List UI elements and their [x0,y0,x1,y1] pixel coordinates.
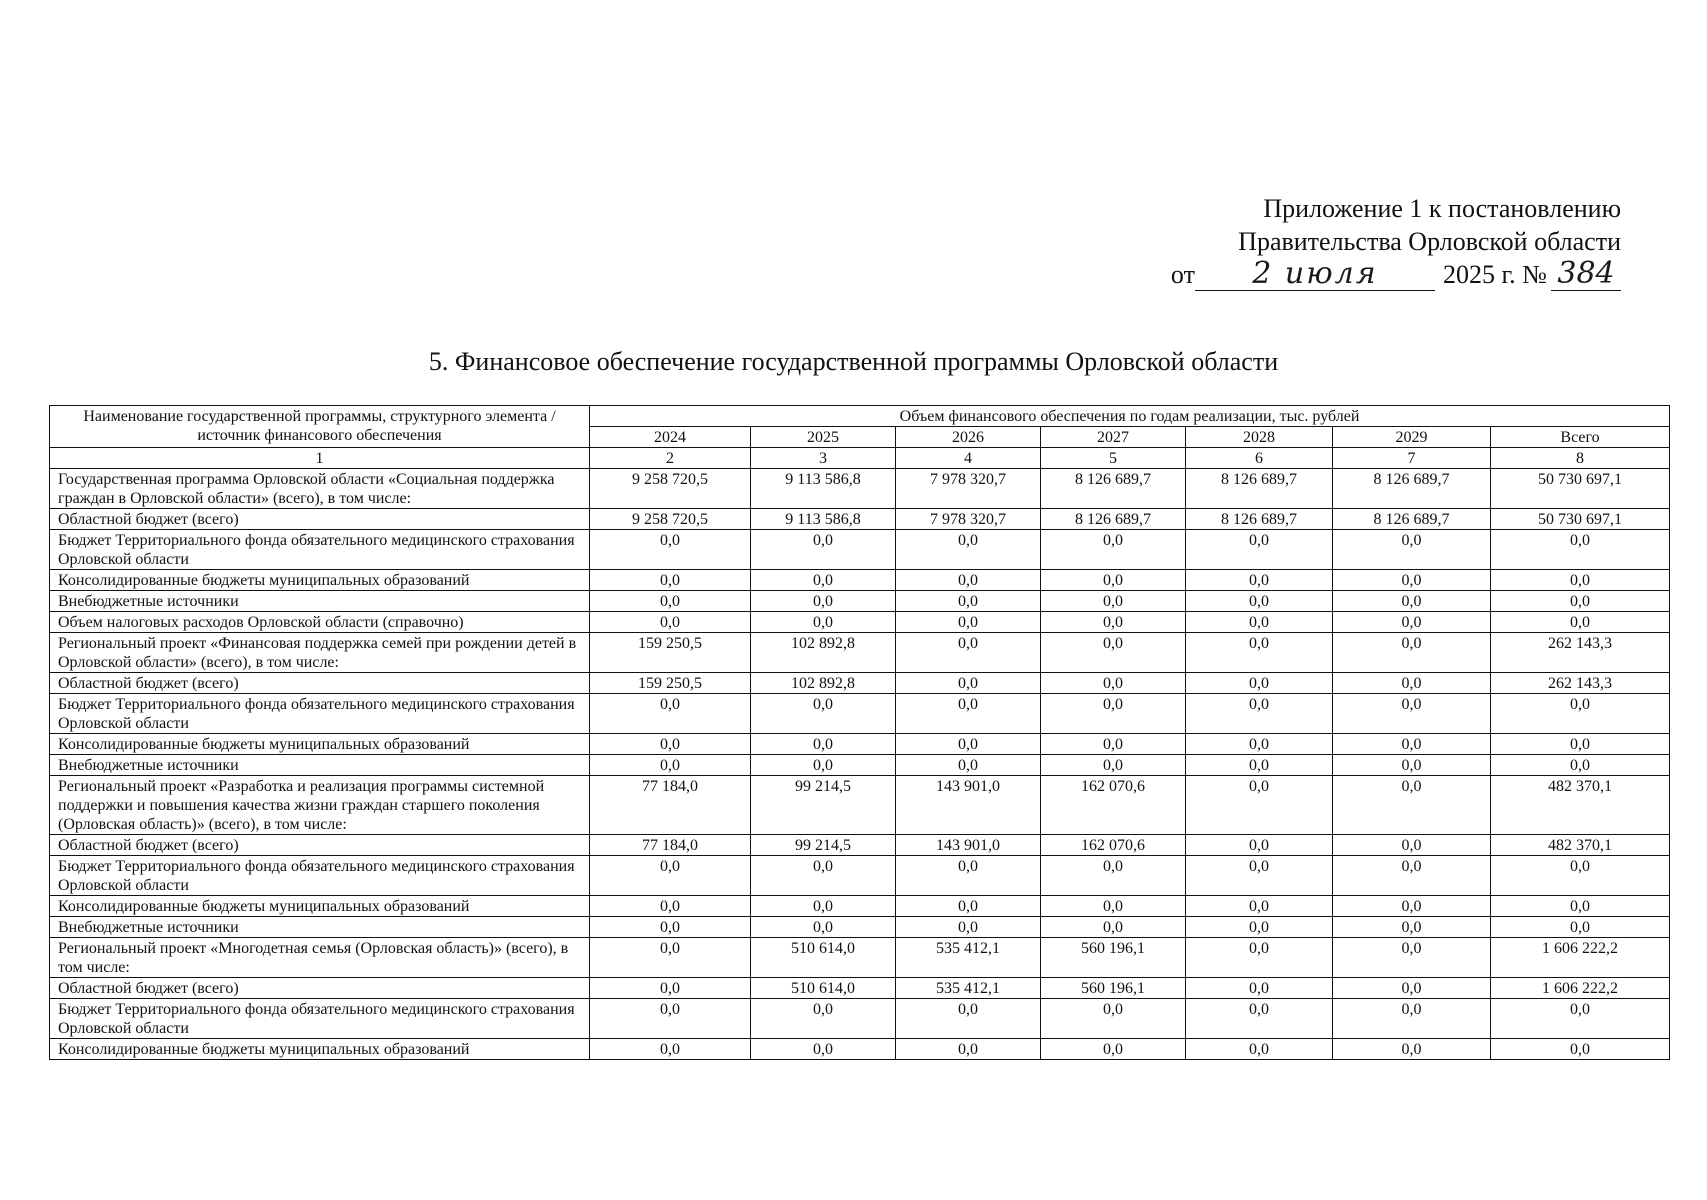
row-name: Областной бюджет (всего) [50,835,590,856]
row-name: Консолидированные бюджеты муниципальных образований [50,734,590,755]
row-value: 9 113 586,8 [751,509,896,530]
row-value: 8 126 689,7 [1186,469,1333,509]
row-value: 9 258 720,5 [590,509,751,530]
row-value: 0,0 [1186,835,1333,856]
row-value: 0,0 [751,1039,896,1060]
row-value: 0,0 [1491,856,1670,896]
row-value: 99 214,5 [751,835,896,856]
table-row [50,509,1670,530]
row-value: 0,0 [1186,673,1333,694]
row-value: 0,0 [896,1039,1041,1060]
row-value: 0,0 [1491,734,1670,755]
row-value: 159 250,5 [590,633,751,673]
year-text: 2025 г. № [1442,260,1547,289]
row-value: 159 250,5 [590,673,751,694]
row-value: 0,0 [751,530,896,570]
row-value: 0,0 [1333,917,1491,938]
year-header: 2024 [590,427,751,448]
table-row [50,530,1670,570]
row-value: 8 126 689,7 [1333,469,1491,509]
row-value: 102 892,8 [751,633,896,673]
row-value: 0,0 [896,530,1041,570]
row-value: 0,0 [751,734,896,755]
row-value: 0,0 [1186,570,1333,591]
document-title: 5. Финансовое обеспечение государственной программы Орловской области [428,347,1279,376]
column-number: 6 [1186,448,1333,469]
row-value: 482 370,1 [1491,776,1670,835]
row-value: 0,0 [1041,694,1186,734]
row-value: 0,0 [896,896,1041,917]
row-value: 0,0 [1333,978,1491,999]
row-value: 162 070,6 [1041,776,1186,835]
row-value: 0,0 [1491,570,1670,591]
row-name: Региональный проект «Разработка и реализация программы системной поддержки и повышения качества жизни граждан старшего поколения (Орловская область)» (всего), в том числе: [50,776,590,835]
table-row [50,999,1670,1039]
row-value: 0,0 [1041,570,1186,591]
row-value: 0,0 [1491,1039,1670,1060]
row-value: 7 978 320,7 [896,469,1041,509]
row-value: 0,0 [1333,776,1491,835]
row-value: 510 614,0 [751,938,896,978]
row-value: 0,0 [590,570,751,591]
row-value: 0,0 [1491,917,1670,938]
row-value: 0,0 [1041,755,1186,776]
handwritten-date: 2 июля [1195,259,1435,291]
row-value: 162 070,6 [1041,835,1186,856]
column-number: 8 [1491,448,1670,469]
row-value: 0,0 [1491,591,1670,612]
row-value: 560 196,1 [1041,938,1186,978]
row-value: 0,0 [1333,856,1491,896]
row-value: 0,0 [1491,612,1670,633]
table-row [50,633,1670,673]
row-value: 0,0 [1041,612,1186,633]
row-value: 77 184,0 [590,776,751,835]
row-value: 143 901,0 [896,776,1041,835]
row-name: Внебюджетные источники [50,591,590,612]
row-value: 0,0 [1041,856,1186,896]
row-value: 0,0 [896,734,1041,755]
table-row [50,734,1670,755]
row-value: 0,0 [590,938,751,978]
row-value: 0,0 [751,999,896,1039]
date-prefix: от [1170,260,1195,289]
row-value: 8 126 689,7 [1333,509,1491,530]
year-header: Всего [1491,427,1670,448]
table-row [50,570,1670,591]
row-value: 0,0 [590,1039,751,1060]
table-body [50,469,1670,1060]
col-name-header: Наименование государственной программы, структурного элемента / источник финансового обеспечения [50,406,590,448]
table-row [50,835,1670,856]
row-value: 0,0 [590,530,751,570]
row-value: 0,0 [590,978,751,999]
row-value: 0,0 [1186,734,1333,755]
column-number: 4 [896,448,1041,469]
row-value: 0,0 [1491,530,1670,570]
table-row [50,591,1670,612]
row-value: 0,0 [751,917,896,938]
row-value: 7 978 320,7 [896,509,1041,530]
row-value: 0,0 [1333,612,1491,633]
row-value: 0,0 [590,734,751,755]
row-value: 0,0 [1333,999,1491,1039]
row-value: 0,0 [896,694,1041,734]
row-value: 0,0 [590,612,751,633]
row-value: 0,0 [590,591,751,612]
year-header: 2028 [1186,427,1333,448]
table-row [50,917,1670,938]
row-name: Объем налоговых расходов Орловской области (справочно) [50,612,590,633]
column-number: 2 [590,448,751,469]
row-value: 102 892,8 [751,673,896,694]
table-row [50,612,1670,633]
row-name: Бюджет Территориального фонда обязательного медицинского страхования Орловской области [50,530,590,570]
row-value: 0,0 [590,917,751,938]
row-name: Бюджет Территориального фонда обязательного медицинского страхования Орловской области [50,856,590,896]
row-value: 0,0 [896,570,1041,591]
row-value: 535 412,1 [896,978,1041,999]
row-value: 0,0 [590,694,751,734]
table-row [50,978,1670,999]
row-value: 0,0 [1186,591,1333,612]
row-value: 143 901,0 [896,835,1041,856]
row-name: Региональный проект «Многодетная семья (Орловская область)» (всего), в том числе: [50,938,590,978]
column-number: 3 [751,448,896,469]
row-value: 0,0 [1041,734,1186,755]
row-name: Консолидированные бюджеты муниципальных образований [50,570,590,591]
row-value: 0,0 [896,755,1041,776]
row-value: 0,0 [1491,999,1670,1039]
row-value: 0,0 [1041,633,1186,673]
row-name: Областной бюджет (всего) [50,673,590,694]
table-row [50,938,1670,978]
row-value: 0,0 [1186,694,1333,734]
row-value: 99 214,5 [751,776,896,835]
volume-header: Объем финансового обеспечения по годам реализации, тыс. рублей [590,406,1670,427]
row-value: 0,0 [1333,938,1491,978]
row-value: 8 126 689,7 [1041,509,1186,530]
row-value: 9 113 586,8 [751,469,896,509]
row-value: 8 126 689,7 [1186,509,1333,530]
row-value: 0,0 [896,999,1041,1039]
table-row [50,896,1670,917]
row-value: 0,0 [896,591,1041,612]
row-name: Консолидированные бюджеты муниципальных образований [50,896,590,917]
row-name: Региональный проект «Финансовая поддержка семей при рождении детей в Орловской области» (всего), в том числе: [50,633,590,673]
row-value: 0,0 [1186,1039,1333,1060]
row-value: 9 258 720,5 [590,469,751,509]
financing-table [49,405,1670,1060]
row-value: 0,0 [751,591,896,612]
column-number: 7 [1333,448,1491,469]
row-value: 0,0 [896,856,1041,896]
row-value: 0,0 [1333,570,1491,591]
column-number: 5 [1041,448,1186,469]
row-value: 50 730 697,1 [1491,509,1670,530]
row-value: 0,0 [1186,978,1333,999]
row-value: 0,0 [590,999,751,1039]
row-value: 0,0 [1041,917,1186,938]
column-number: 1 [50,448,590,469]
row-value: 0,0 [1186,938,1333,978]
row-value: 0,0 [1186,917,1333,938]
row-value: 0,0 [1186,755,1333,776]
appendix-line: Приложение 1 к постановлению [1263,194,1621,223]
row-value: 0,0 [1491,694,1670,734]
document-header [1141,192,1621,291]
row-value: 0,0 [1186,612,1333,633]
row-value: 560 196,1 [1041,978,1186,999]
row-value: 0,0 [1041,673,1186,694]
row-value: 0,0 [751,755,896,776]
row-value: 0,0 [751,896,896,917]
row-value: 0,0 [1186,530,1333,570]
row-value: 0,0 [1186,999,1333,1039]
row-name: Бюджет Территориального фонда обязательного медицинского страхования Орловской области [50,999,590,1039]
row-value: 0,0 [751,694,896,734]
row-value: 0,0 [1186,856,1333,896]
row-value: 0,0 [1333,591,1491,612]
column-number-row [50,448,1670,469]
row-value: 0,0 [896,917,1041,938]
table-row [50,673,1670,694]
row-value: 0,0 [1333,1039,1491,1060]
table-row [50,1039,1670,1060]
year-header: 2026 [896,427,1041,448]
row-value: 0,0 [1041,896,1186,917]
row-value: 0,0 [751,612,896,633]
row-name: Консолидированные бюджеты муниципальных образований [50,1039,590,1060]
table-row [50,755,1670,776]
row-value: 77 184,0 [590,835,751,856]
row-name: Областной бюджет (всего) [50,978,590,999]
row-name: Государственная программа Орловской области «Социальная поддержка граждан в Орловской области» (всего), в том числе: [50,469,590,509]
row-value: 0,0 [1186,633,1333,673]
government-line: Правительства Орловской области [1238,227,1621,256]
row-value: 0,0 [1333,835,1491,856]
row-value: 0,0 [1186,776,1333,835]
row-name: Внебюджетные источники [50,755,590,776]
row-value: 262 143,3 [1491,633,1670,673]
table-row [50,469,1670,509]
row-value: 1 606 222,2 [1491,978,1670,999]
row-value: 0,0 [590,896,751,917]
row-value: 510 614,0 [751,978,896,999]
row-value: 0,0 [1333,633,1491,673]
row-value: 0,0 [1333,694,1491,734]
year-header: 2027 [1041,427,1186,448]
row-value: 0,0 [590,755,751,776]
year-header: 2029 [1333,427,1491,448]
row-value: 0,0 [1491,755,1670,776]
row-value: 0,0 [1186,896,1333,917]
date-line [1141,258,1621,291]
row-value: 50 730 697,1 [1491,469,1670,509]
row-value: 0,0 [896,612,1041,633]
row-value: 0,0 [1333,755,1491,776]
row-value: 535 412,1 [896,938,1041,978]
table-row [50,694,1670,734]
row-value: 0,0 [590,856,751,896]
table-row [50,856,1670,896]
row-value: 0,0 [751,856,896,896]
row-value: 0,0 [1041,530,1186,570]
row-value: 1 606 222,2 [1491,938,1670,978]
row-name: Областной бюджет (всего) [50,509,590,530]
year-header: 2025 [751,427,896,448]
row-value: 0,0 [1333,530,1491,570]
row-value: 0,0 [1333,734,1491,755]
row-value: 0,0 [1041,591,1186,612]
row-value: 0,0 [1333,896,1491,917]
handwritten-number: 384 [1551,259,1621,291]
row-value: 0,0 [1491,896,1670,917]
row-value: 8 126 689,7 [1041,469,1186,509]
row-value: 0,0 [896,673,1041,694]
table-row [50,776,1670,835]
row-value: 482 370,1 [1491,835,1670,856]
row-value: 262 143,3 [1491,673,1670,694]
row-name: Внебюджетные источники [50,917,590,938]
row-name: Бюджет Территориального фонда обязательного медицинского страхования Орловской области [50,694,590,734]
row-value: 0,0 [1041,1039,1186,1060]
row-value: 0,0 [751,570,896,591]
row-value: 0,0 [1041,999,1186,1039]
row-value: 0,0 [1333,673,1491,694]
row-value: 0,0 [896,633,1041,673]
header-row-1 [50,406,1670,427]
